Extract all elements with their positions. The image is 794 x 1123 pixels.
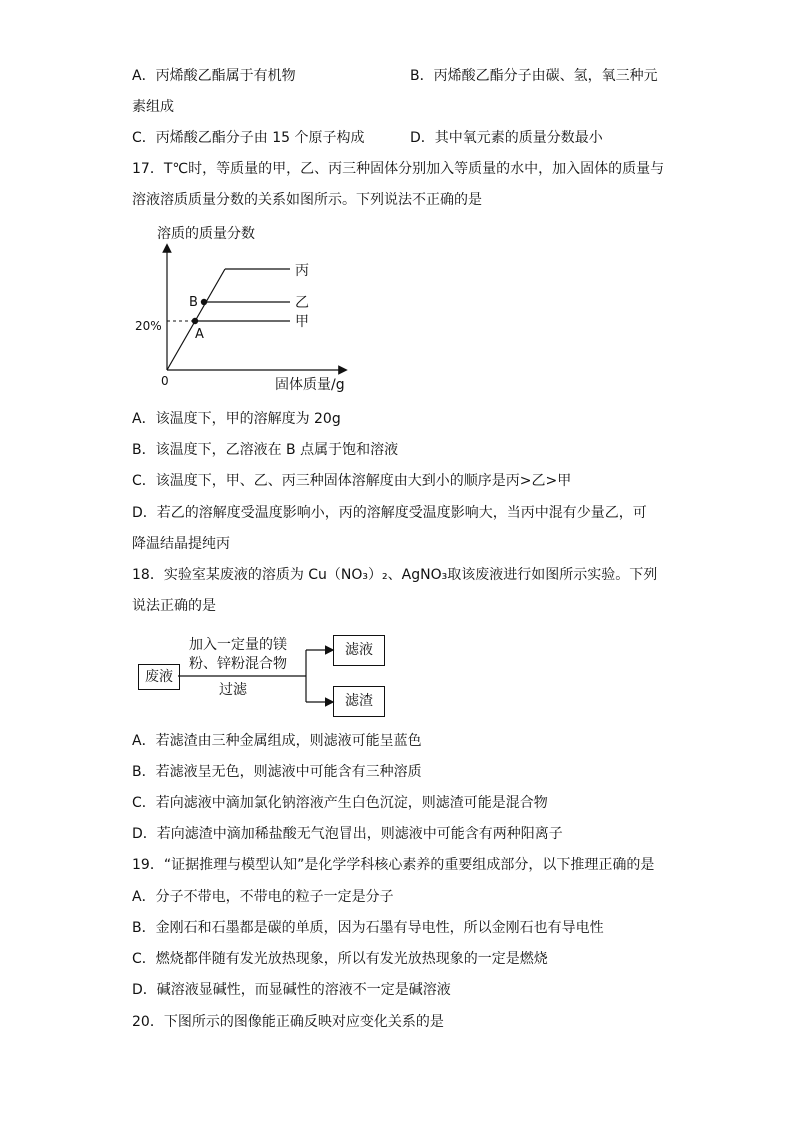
q17-option-d-line1: D．若乙的溶解度受温度影响小，丙的溶解度受温度影响大，当丙中混有少量乙，可 [132, 505, 647, 521]
q19-option-a: A．分子不带电，不带电的粒子一定是分子 [132, 889, 394, 905]
flow-box-waste-liquid: 废液 [138, 664, 180, 690]
graph-series-jia: 甲 [295, 314, 309, 330]
q19-option-d: D．碱溶液显碱性，而显碱性的溶液不一定是碱溶液 [132, 982, 451, 998]
q17-stem-line1: 17．T℃时，等质量的甲，乙、丙三种固体分别加入等质量的水中，加入固体的质量与 [132, 161, 665, 177]
q17-option-b: B．该温度下，乙溶液在 B 点属于饱和溶液 [132, 442, 399, 458]
q16-option-b: B．丙烯酸乙酯分子由碳、氢，氧三种元 [410, 68, 658, 84]
graph-label-a: A [195, 327, 204, 342]
q17-option-a: A．该温度下，甲的溶解度为 20g [132, 411, 341, 427]
q19-option-c: C．燃烧都伴随有发光放热现象，所以有发光放热现象的一定是燃烧 [132, 951, 548, 967]
q19-option-b: B．金刚石和石墨都是碳的单质，因为石墨有导电性，所以金刚石也有导电性 [132, 920, 604, 936]
q16-option-b-continued: 素组成 [132, 99, 174, 115]
graph-series-yi: 乙 [295, 295, 309, 311]
graph-origin-label: 0 [161, 374, 169, 388]
q17-option-c: C．该温度下，甲、乙、丙三种固体溶解度由大到小的顺序是丙>乙>甲 [132, 473, 572, 489]
q16-option-c: C．丙烯酸乙酯分子由 15 个原子构成 [132, 130, 365, 146]
flow-operation-label: 过滤 [219, 682, 247, 698]
q18-option-d: D．若向滤渣中滴加稀盐酸无气泡冒出，则滤液中可能含有两种阳离子 [132, 826, 563, 842]
graph-ytick-20: 20% [135, 319, 162, 333]
graph-point-a [192, 318, 198, 324]
graph-x-axis-label: 固体质量/g [275, 377, 345, 393]
q16-option-a: A．丙烯酸乙酯属于有机物 [132, 68, 296, 84]
q17-option-d-line2: 降温结晶提纯丙 [132, 536, 230, 552]
q18-stem-line1: 18．实验室某废液的溶质为 Cu（NO₃）₂、AgNO₃取该废液进行如图所示实验。下列 [132, 567, 658, 583]
q16-option-d: D．其中氧元素的质量分数最小 [410, 130, 603, 146]
graph-series-bing: 丙 [295, 263, 309, 279]
q20-stem: 20．下图所示的图像能正确反映对应变化关系的是 [132, 1014, 444, 1030]
q17-stem-line2: 溶液溶质质量分数的关系如图所示。下列说法不正确的是 [132, 192, 482, 208]
graph-point-b [201, 299, 207, 305]
q19-stem: 19．“证据推理与模型认知”是化学学科核心素养的重要组成部分，以下推理正确的是 [132, 857, 655, 873]
q18-option-b: B．若滤液呈无色，则滤液中可能含有三种溶质 [132, 764, 422, 780]
flow-reagent-line1: 加入一定量的镁 [189, 637, 287, 653]
graph-y-axis-label: 溶质的质量分数 [157, 226, 255, 242]
flow-box-filtrate: 滤液 [333, 635, 385, 666]
q17-solubility-graph [125, 218, 365, 398]
q18-option-a: A．若滤渣由三种金属组成，则滤液可能呈蓝色 [132, 733, 422, 749]
flow-reagent-line2: 粉、锌粉混合物 [189, 656, 287, 672]
q18-stem-line2: 说法正确的是 [132, 598, 216, 614]
q18-option-c: C．若向滤液中滴加氯化钠溶液产生白色沉淀，则滤渣可能是混合物 [132, 795, 548, 811]
graph-label-b: B [189, 295, 198, 310]
flow-box-residue: 滤渣 [333, 686, 385, 717]
